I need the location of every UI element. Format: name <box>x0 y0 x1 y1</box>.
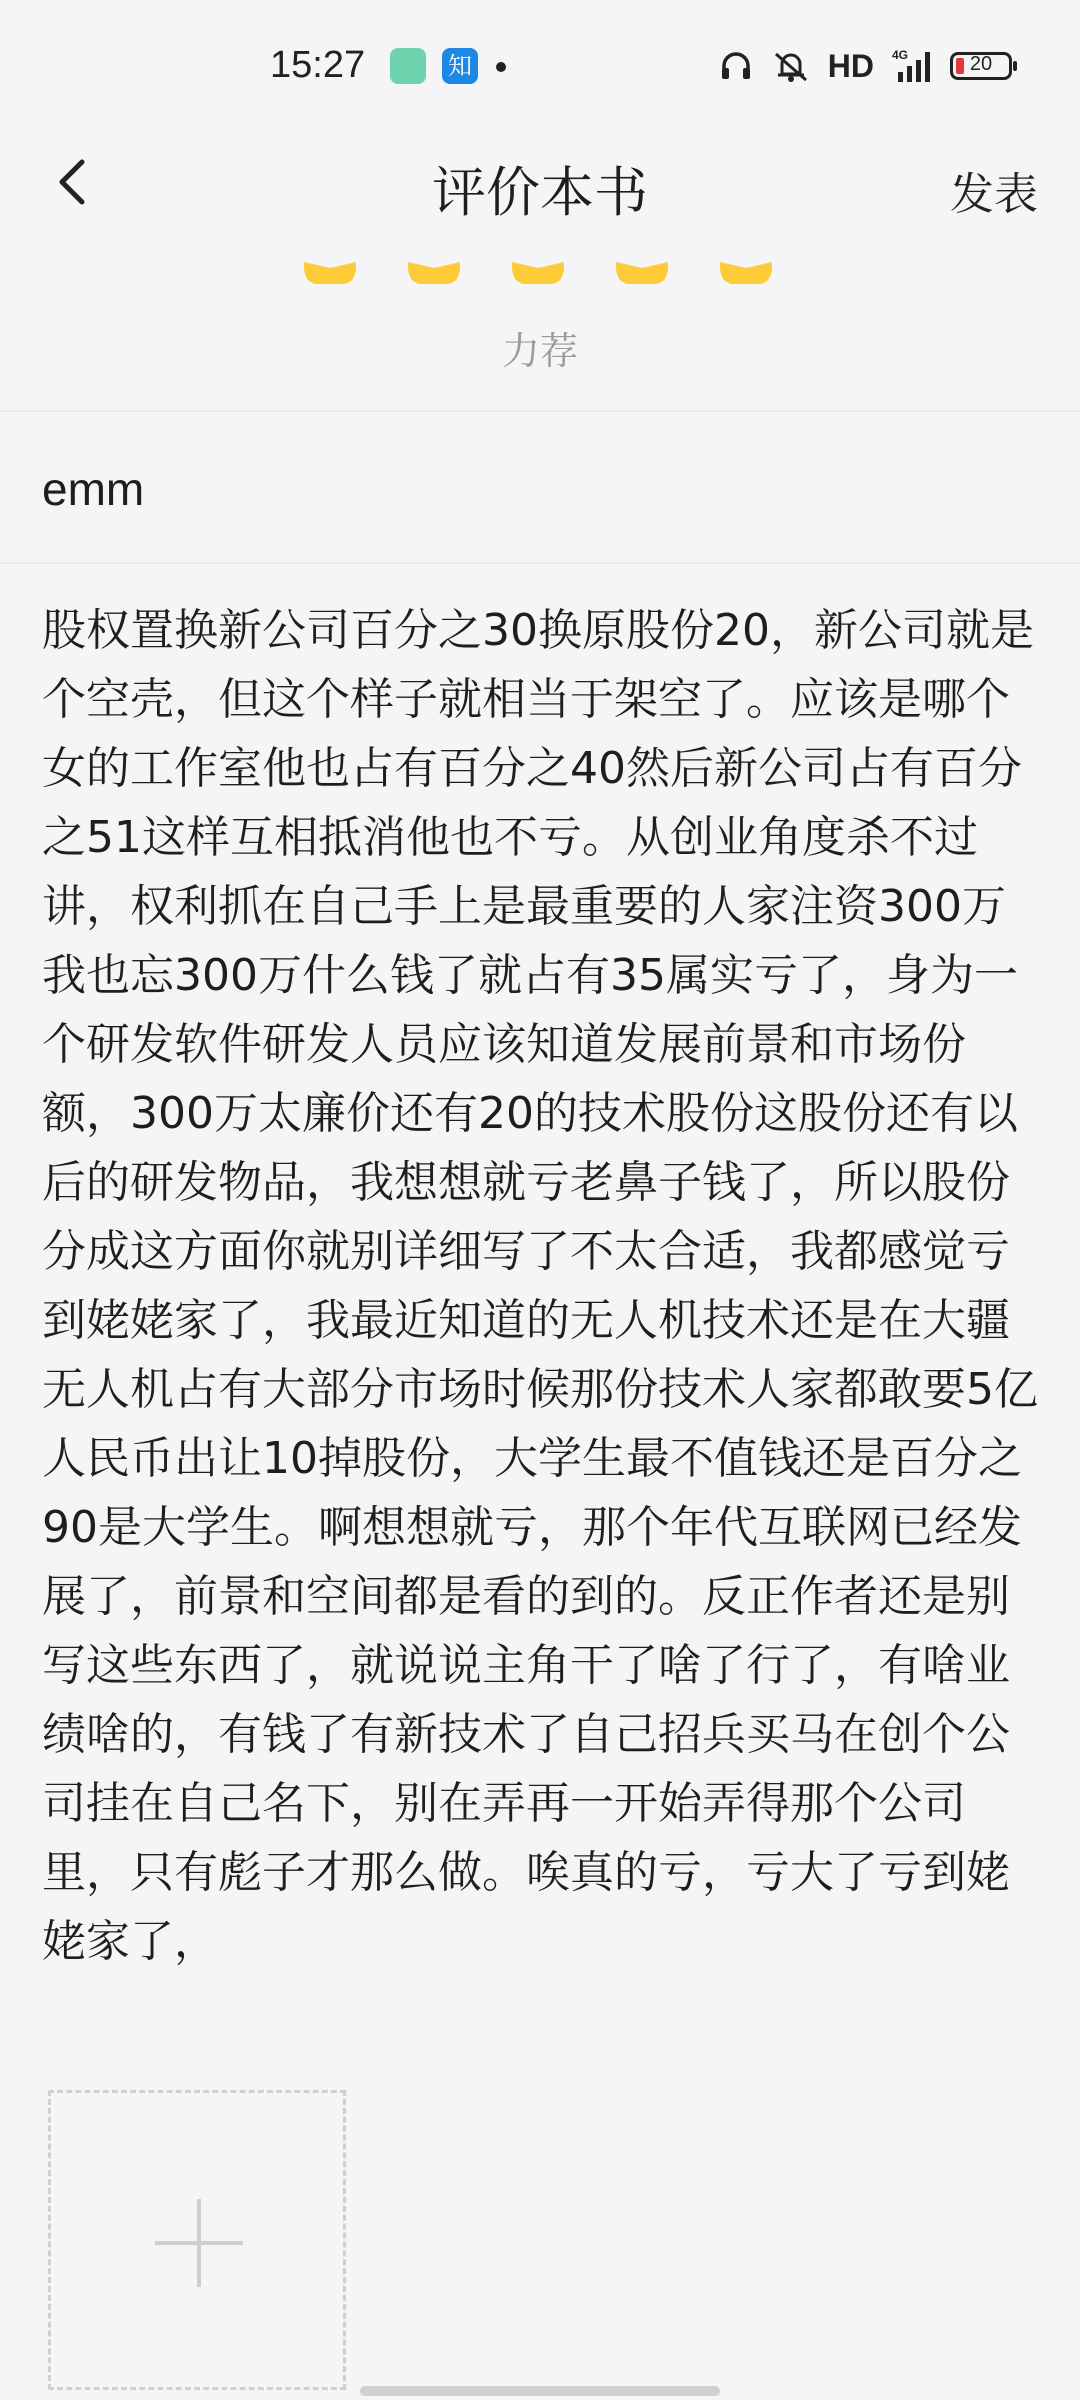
divider <box>0 562 1080 564</box>
plus-icon <box>197 2199 201 2287</box>
svg-text:4G: 4G <box>892 48 909 62</box>
battery-icon <box>950 52 1012 80</box>
page-title: 评价本书 <box>432 161 648 224</box>
review-title-field[interactable] <box>0 412 1080 562</box>
star-icon[interactable] <box>512 254 564 294</box>
notification-app-icon <box>390 48 426 84</box>
publish-button[interactable]: 发表 <box>950 169 1038 220</box>
star-icon[interactable] <box>304 254 356 294</box>
header <box>0 132 1080 238</box>
home-indicator[interactable] <box>360 2386 720 2396</box>
mute-bell-icon <box>772 48 810 84</box>
star-icon[interactable] <box>408 254 460 294</box>
hd-label: HD <box>827 47 874 84</box>
rating-label: 力荐 <box>501 329 578 373</box>
review-title-text: emm <box>42 463 145 515</box>
headphones-icon <box>718 48 754 84</box>
status-icons <box>718 44 1012 88</box>
battery-level: 20 <box>969 53 993 75</box>
signal-icon <box>892 48 932 84</box>
status-time: 15:27 <box>270 44 366 86</box>
zhihu-app-icon: 知 <box>442 48 478 84</box>
add-image-button[interactable] <box>48 2090 346 2390</box>
star-icon[interactable] <box>720 254 772 294</box>
rating-section <box>0 240 1080 410</box>
status-bar <box>0 0 1080 132</box>
star-rating[interactable] <box>304 254 772 294</box>
star-icon[interactable] <box>616 254 668 294</box>
more-notifications-dot <box>496 62 506 72</box>
review-body-field[interactable]: 股权置换新公司百分之30换原股份20，新公司就是个空壳，但这个样子就相当于架空了。应该是哪个女的工作室他也占有百分之40然后新公司占有百分之51这样互相抵消他也不亏。从创业角度杀不过讲，权利抓在自己手上是最重要的人家注资300万我也忘300万什么钱了就占有35属实亏了，身为一个研发软件研发人员应该知道发展前景和市场份额，300万太廉价还有20的技术股份这股份还有以后的研发物品，我想想就亏老鼻子钱了，所以股份分成这方面你就别详细写了不太合适，我都感觉亏到姥姥家了，我最近知道的无人机技术还是在大疆无人机占有大部分市场时候那份技术人家都敢要5亿人民币出让10掉股份，大学生最不值钱还是百分之90是大学生。啊想想就亏，那个年代互联网已经发展了，前景和空间都是看的到的。反正作者还是别写这些东西了，就说说主角干了啥了行了，有啥业绩啥的，有钱了有新技术了自己招兵买马在创个公司挂在自己名下，别在弄再一开始弄得那个公司里，只有彪子才那么做。唉真的亏，亏大了亏到姥姥家了， <box>42 605 1038 1967</box>
